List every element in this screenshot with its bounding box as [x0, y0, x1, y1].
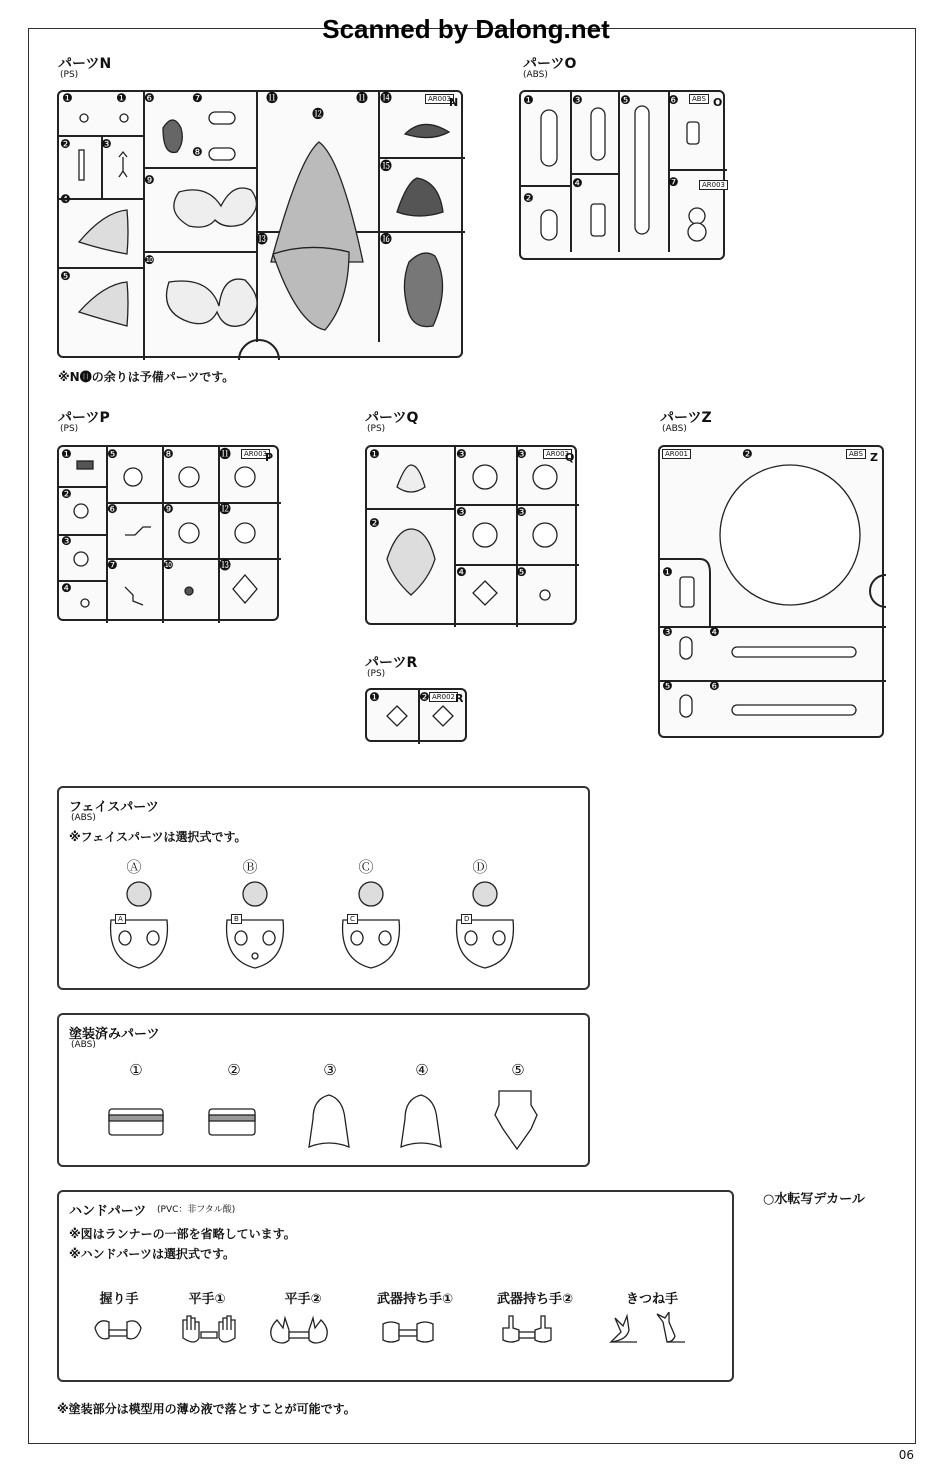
- part-number-badge: ❸: [516, 505, 527, 519]
- part-number-badge: ❸: [572, 93, 583, 107]
- part-number-badge: ❶: [61, 447, 72, 461]
- part-number-badge: ❸: [456, 447, 467, 461]
- face-tag-a: A: [115, 914, 126, 924]
- runner-r-title: パーツR: [365, 655, 418, 671]
- part-number-badge: ❺: [60, 269, 71, 283]
- part-number-badge: ❸: [662, 625, 673, 639]
- painted-title: 塗装済みパーツ: [69, 1027, 160, 1042]
- part-number-badge: ❷: [742, 447, 753, 461]
- hand-label-5: 武器持ち手②: [496, 1292, 573, 1307]
- part-number-badge: ❶: [62, 91, 73, 105]
- part-number-badge: ❹: [456, 565, 467, 579]
- face-option-b: Ⓑ: [242, 858, 258, 876]
- painted-item-5: ⑤: [511, 1061, 525, 1079]
- runner-z-letter: Z: [870, 451, 878, 464]
- hands-note-1: ※図はランナーの一部を省略しています。: [69, 1227, 296, 1241]
- part-number-badge: ❺: [107, 447, 118, 461]
- runner-n-material: (PS): [60, 70, 79, 80]
- runner-o-title: パーツO: [523, 56, 577, 72]
- part-number-badge: ❶: [523, 93, 534, 107]
- runner-o: [519, 90, 725, 260]
- face-option-c: Ⓒ: [358, 858, 374, 876]
- part-number-badge: ❹: [709, 625, 720, 639]
- hand-label-3: 平手②: [284, 1292, 322, 1307]
- part-number-badge: ❻: [668, 93, 679, 107]
- runner-r-tag: AR002: [429, 692, 458, 702]
- part-number-badge: ❹: [60, 192, 71, 206]
- part-number-badge: ⓬: [312, 107, 325, 121]
- hand-label-4: 武器持ち手①: [376, 1292, 453, 1307]
- part-number-badge: ❼: [192, 91, 203, 105]
- runner-o-tag2: ABS: [689, 94, 709, 104]
- part-number-badge: ❽: [163, 447, 174, 461]
- runner-q: [365, 445, 577, 625]
- runner-z-drawing: [660, 447, 886, 740]
- part-number-badge: ⓫: [219, 447, 232, 461]
- part-number-badge: ❿: [144, 253, 155, 267]
- runner-p-drawing: [59, 447, 281, 623]
- watermark: Scanned by Dalong.net: [322, 14, 610, 44]
- hands-material: (PVC：非フタル酸): [157, 1205, 236, 1215]
- footer-note: ※塗装部分は模型用の薄め液で落とすことが可能です。: [57, 1402, 356, 1416]
- part-number-badge: ❺: [662, 679, 673, 693]
- runner-z-material: (ABS): [662, 424, 687, 434]
- face-drawings: [59, 880, 589, 976]
- part-number-badge: ❼: [668, 175, 679, 189]
- runner-p-title: パーツP: [58, 410, 110, 426]
- runner-z: [658, 445, 884, 738]
- part-number-badge: ⓮: [380, 91, 393, 105]
- part-number-badge: ❸: [101, 137, 112, 151]
- hand-label-1: 握り手: [99, 1292, 139, 1307]
- part-number-badge: ❽: [192, 145, 203, 159]
- runner-n-note: ※N⓫の余りは予備パーツです。: [58, 370, 235, 384]
- face-option-d: Ⓓ: [472, 858, 488, 876]
- part-number-badge: ❻: [709, 679, 720, 693]
- part-number-badge: ❷: [60, 137, 71, 151]
- part-number-badge: ❸: [456, 505, 467, 519]
- runner-q-tag: AR003: [543, 449, 572, 459]
- painted-item-4: ④: [415, 1061, 429, 1079]
- page-number: 06: [898, 1448, 914, 1462]
- part-number-badge: ⓰: [380, 232, 393, 246]
- part-number-badge: ❾: [163, 502, 174, 516]
- part-number-badge: ❻: [144, 91, 155, 105]
- face-title: フェイスパーツ: [69, 800, 159, 815]
- runner-n-letter: N: [449, 96, 459, 109]
- part-number-badge: ❶: [116, 91, 127, 105]
- face-tag-d: D: [461, 914, 472, 924]
- runner-p-material: (PS): [60, 424, 79, 434]
- runner-o-tag: AR003: [699, 180, 728, 190]
- hand-label-2: 平手①: [188, 1292, 226, 1307]
- hand-label-6: きつね手: [625, 1292, 678, 1307]
- runner-z-tag2: ABS: [846, 449, 866, 459]
- decal-label: ○水転写デカール: [763, 1192, 865, 1207]
- hands-title: ハンドパーツ: [69, 1204, 147, 1219]
- part-number-badge: ⓭: [256, 232, 269, 246]
- runner-n-drawing: [59, 92, 465, 360]
- part-number-badge: ❿: [163, 558, 174, 572]
- part-number-badge: ❹: [572, 176, 583, 190]
- part-number-badge: ⓭: [219, 558, 232, 572]
- runner-q-title: パーツQ: [365, 410, 419, 426]
- runner-n-title: パーツN: [58, 56, 112, 72]
- runner-n-tag: AR003: [425, 94, 454, 104]
- runner-z-title: パーツZ: [660, 410, 712, 426]
- runner-o-drawing: [521, 92, 727, 262]
- part-number-badge: ❷: [419, 690, 430, 704]
- part-number-badge: ❶: [662, 565, 673, 579]
- painted-material: (ABS): [71, 1040, 96, 1050]
- part-number-badge: ❶: [369, 690, 380, 704]
- hands-note-2: ※ハンドパーツは選択式です。: [69, 1247, 235, 1261]
- part-number-badge: ❺: [516, 565, 527, 579]
- face-option-a: Ⓐ: [126, 858, 142, 876]
- painted-item-3: ③: [323, 1061, 337, 1079]
- part-number-badge: ❹: [61, 581, 72, 595]
- runner-q-letter: Q: [565, 451, 575, 464]
- face-tag-b: B: [231, 914, 242, 924]
- runner-q-material: (PS): [367, 424, 386, 434]
- runner-p-letter: P: [265, 451, 274, 464]
- runner-z-tag: AR001: [662, 449, 691, 459]
- painted-drawings: [59, 1085, 589, 1165]
- part-number-badge: ❷: [523, 191, 534, 205]
- part-number-badge: ❶: [369, 447, 380, 461]
- hand-parts-box: [57, 1190, 734, 1382]
- part-number-badge: ⓯: [380, 159, 393, 173]
- runner-o-material: (ABS): [523, 70, 548, 80]
- part-number-badge: ⓬: [219, 502, 232, 516]
- painted-item-2: ②: [227, 1061, 241, 1079]
- runner-p: [57, 445, 279, 621]
- face-tag-c: C: [347, 914, 358, 924]
- part-number-badge: ❺: [620, 93, 631, 107]
- part-number-badge: ❼: [107, 558, 118, 572]
- runner-o-letter: O: [713, 96, 723, 109]
- face-material: (ABS): [71, 813, 96, 823]
- runner-r: [365, 688, 467, 742]
- runner-q-drawing: [367, 447, 579, 627]
- painted-parts-box: [57, 1013, 590, 1167]
- runner-n: [57, 90, 463, 358]
- part-number-badge: ❾: [144, 173, 155, 187]
- part-number-badge: ❸: [61, 534, 72, 548]
- part-number-badge: ❷: [369, 516, 380, 530]
- part-number-badge: ❻: [107, 502, 118, 516]
- painted-item-1: ①: [129, 1061, 143, 1079]
- face-parts-box: [57, 786, 590, 990]
- part-number-badge: ❸: [516, 447, 527, 461]
- runner-p-tag: AR003: [241, 449, 270, 459]
- part-number-badge: ⓫: [356, 91, 369, 105]
- runner-r-material: (PS): [367, 669, 386, 679]
- part-number-badge: ⓫: [266, 91, 279, 105]
- face-note: ※フェイスパーツは選択式です。: [69, 830, 247, 844]
- hand-drawings: [59, 1312, 729, 1362]
- runner-r-letter: R: [455, 692, 464, 705]
- part-number-badge: ❷: [61, 487, 72, 501]
